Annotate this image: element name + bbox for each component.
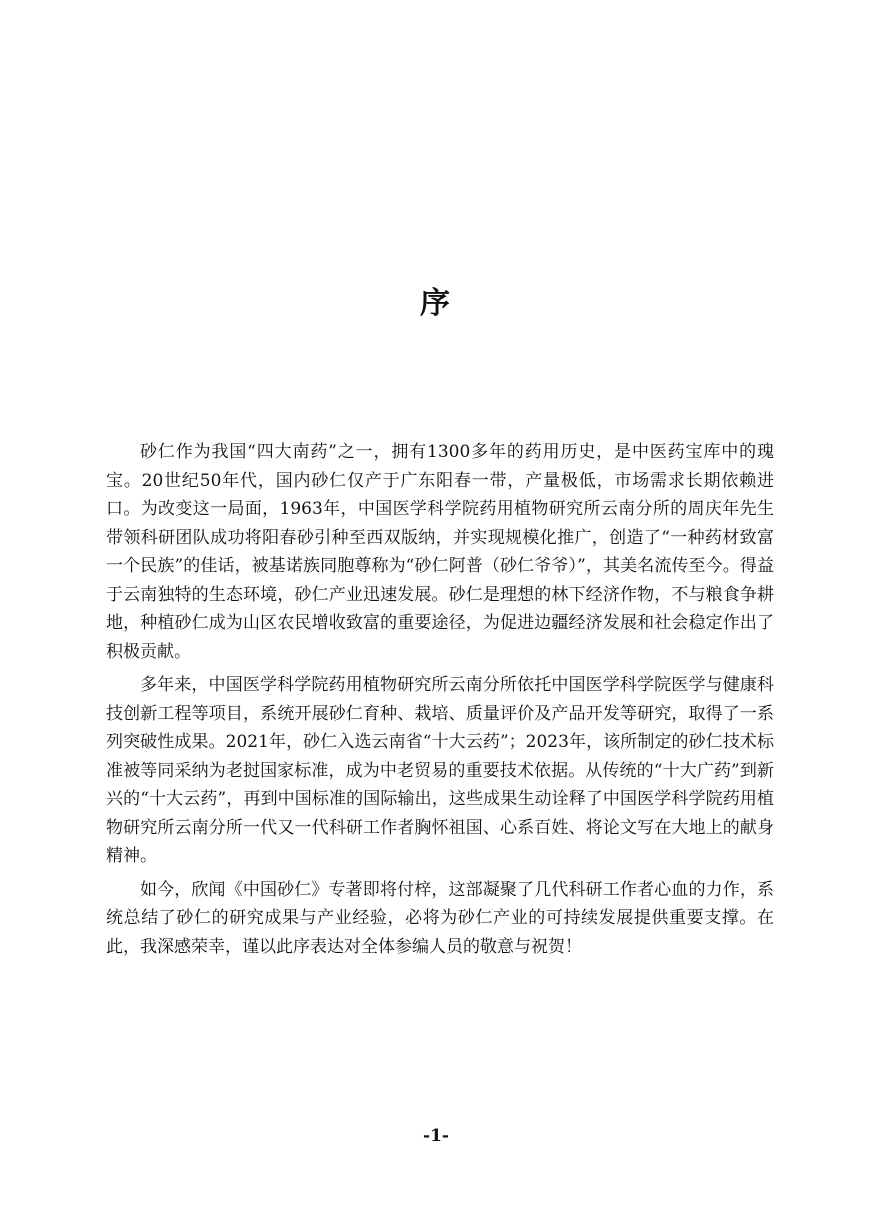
paragraph-1: 砂仁作为我国“四大南药”之一，拥有1300多年的药用历史，是中医药宝库中的瑰宝。20世纪50年代，国内砂仁仅产于广东阳春一带，产量极低，市场需求长期依赖进口。为改变这一局面，1963年，中国医学科学院药用植物研究所云南分所的周庆年先生带领科研团队成功将阳春砂引种至西双版纳，并实现规模化推广，创造了“一种药材致富一个民族”的佳话，被基诺族同胞尊称为“砂仁阿普（砂仁爷爷）”，其美名流传至今。得益于云南独特的生态环境，砂仁产业迅速发展。砂仁是理想的林下经济作物，不与粮食争耕地，种植砂仁成为山区农民增收致富的重要途径，为促进边疆经济发展和社会稳定作出了积极贡献。 xyxy=(106,442,774,662)
paragraph-3: 如今，欣闻《中国砂仁》专著即将付梓，这部凝聚了几代科研工作者心血的力作，系统总结了砂仁的研究成果与产业经验，必将为砂仁产业的可持续发展提供重要支撑。在此，我深感荣幸，谨以此序表达对全体参编人员的敬意与祝贺！ xyxy=(106,879,774,957)
preface-body xyxy=(106,438,774,966)
paragraph-2: 多年来，中国医学科学院药用植物研究所云南分所依托中国医学科学院医学与健康科技创新工程等项目，系统开展砂仁育种、栽培、质量评价及产品开发等研究，取得了一系列突破性成果。2021年，砂仁入选云南省“十大云药”；2023年，该所制定的砂仁技术标准被等同采纳为老挝国家标准，成为中老贸易的重要技术依据。从传统的“十大广药”到新兴的“十大云药”，再到中国标准的国际输出，这些成果生动诠释了中国医学科学院药用植物研究所云南分所一代又一代科研工作者胸怀祖国、心系百姓、将论文写在大地上的献身精神。 xyxy=(106,675,774,866)
page-title: 序 xyxy=(420,286,452,321)
page-number: -1- xyxy=(423,1126,449,1146)
